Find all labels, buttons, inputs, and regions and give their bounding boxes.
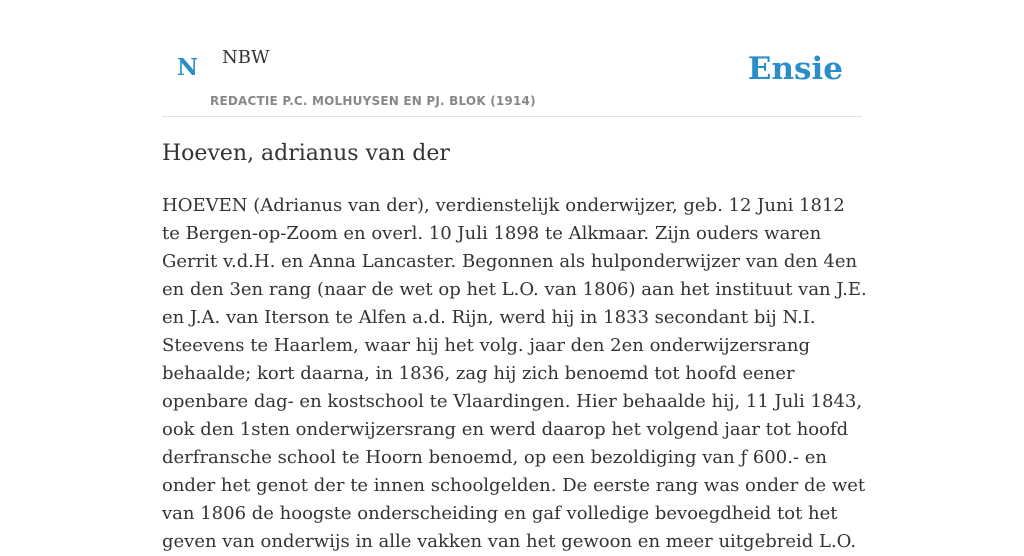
article-body: HOEVEN (Adrianus van der), verdienstelijk onderwijzer, geb. 12 Juni 1812 te Bergen-op-Zoom en overl. 10 Juli 1898 te Alkmaar. Zijn ouders waren Gerrit v.d.H. en Anna Lancaster. Begonnen als hulponderwijzer van den 4en en den 3en rang (naar de wet op het L.O. van 1806) aan het instituut van J.E. en J.A. van Iterson te Alfen a.d. Rijn, werd hij in 1833 secondant bij N.I. Steevens te Haarlem, waar hij het volg. jaar den 2en onderwijzersrang behaalde; kort daarna, in 1836, zag hij zich benoemd tot hoofd eener openbare dag- en kostschool te Vlaardingen. Hier behaalde hij, 11 Juli 1843, ook den 1sten onderwijzersrang en werd daarop het volgend jaar tot hoofd derfransche school te Hoorn benoemd, op een bezoldiging van ƒ 600.- en onder het genot der te innen schoolgelden. De eerste rang was onder de wet van 1806 de hoogste onderscheiding en gaf volledige bevoegdheid tot het geven van onderwijs in alle vakken van het gewoon en meer uitgebreid L.O. — [162, 195, 867, 552]
source-logo[interactable]: N — [177, 54, 199, 81]
brand-logo[interactable]: Ensie — [747, 51, 843, 87]
header — [162, 0, 862, 117]
source-subtitle: REDACTIE P.C. MOLHUYSEN EN PJ. BLOK (1914) — [210, 94, 536, 108]
article-title: Hoeven, adrianus van der — [162, 141, 450, 166]
source-name[interactable]: NBW — [222, 47, 270, 68]
